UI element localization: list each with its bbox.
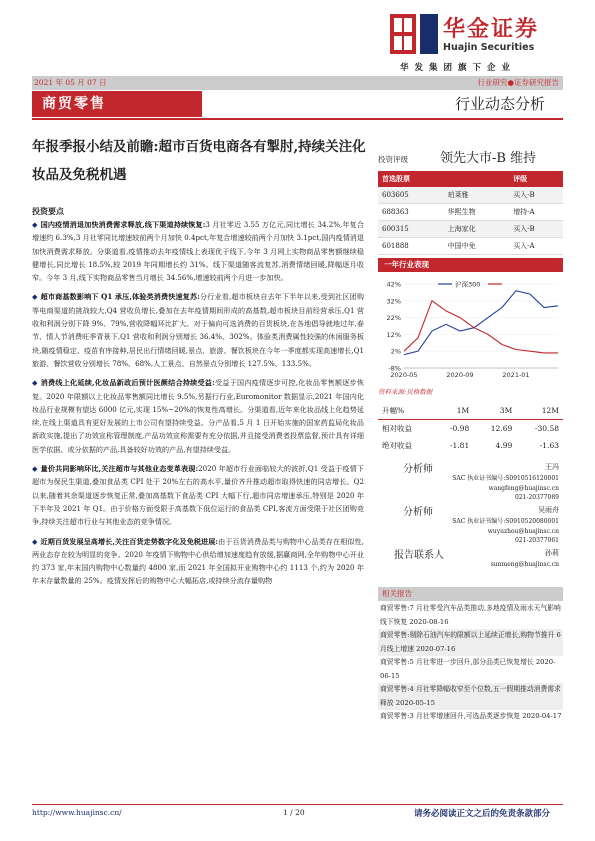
table-header-cell: 1M	[433, 402, 473, 420]
table-cell: 12.69	[490, 424, 513, 433]
key-point-paragraph	[32, 535, 364, 588]
brand-slogan: 华发集团旗下企业	[400, 63, 517, 73]
stock-rating: 增持-A	[509, 204, 563, 221]
table-header-cell: 12M	[516, 402, 563, 420]
table-header-cell: 3M	[473, 402, 516, 420]
bullet-icon: ◆	[32, 378, 38, 388]
analyst-email[interactable]: wangfeng@huajinsc.cn	[488, 484, 559, 492]
table-header-cell: 评级	[509, 171, 563, 187]
rating-value: 领先大市-B 维持	[440, 151, 537, 166]
related-reports-heading: 相关报告	[378, 587, 563, 601]
related-report-item[interactable]: 商贸零售:3 月社零增速回升,可选品类逐步恢复 2020-04-17	[380, 712, 562, 720]
footer-url[interactable]: http://www.huajinsc.cn/	[32, 808, 122, 817]
table-row	[378, 420, 563, 438]
y-tick-label: 32%	[386, 297, 401, 306]
key-point-lead: 国内疫情消退加快消费需求释放,线下渠道持续恢复:	[40, 220, 206, 229]
table-header-cell: 升幅%	[378, 402, 433, 420]
key-point-paragraph	[32, 290, 364, 370]
stock-rating: 买入-B	[509, 221, 563, 238]
analyst-contact	[452, 517, 559, 546]
report-category: 行业研究●证券研究报告	[477, 78, 559, 87]
table-row	[378, 437, 563, 454]
bullet-icon: ◆	[32, 464, 38, 474]
contact-info	[491, 560, 559, 570]
table-cell: -30.58	[534, 424, 559, 433]
legend-label: 沪深300	[455, 280, 481, 289]
analyst-email[interactable]: wuyuzhou@huajinsc.cn	[487, 527, 559, 535]
performance-table	[378, 402, 563, 454]
key-point-paragraph	[32, 462, 364, 528]
table-header-row	[378, 171, 563, 187]
key-point-lead: 消费线上化延续,化妆品新政后预计医颜结合持续受益:	[40, 378, 215, 388]
table-cell: -0.98	[449, 424, 470, 433]
key-point-text: 2020 年超市行业面临较大的波折,Q1 受益于疫情下超市为保民生渠道,叠加食品类 CPI 处于 20%左右的高水平,量价齐升推动超市取得快速的同店增长。Q2 以来,随着其余渠道逐步恢复正常,叠加高基数下食品类 CPI 大幅下行,超市同店增速承压,特别是 2020 年下半年及 2021 年 Q1。由于价格方面受限于高基数下低位运行的食品类 CPI,客流方面受限于社区团购竞争,持续关注超市行业与其他业态的竞争情况。	[32, 464, 364, 527]
table-row	[378, 204, 563, 221]
table-header-row	[378, 402, 563, 420]
key-point-text: 3 月社零近 3.55 万亿元,同比增长 34.2%,年复合增速约 6.3%,3 月社零同比增速较前两个月加快 0.4pct,年复合增速较前两个月加快 3.1pct,国内疫情消退加快消费需求释放。分渠道看,疫情推动去年疫情线上表现优于线下,今年 3 月网上实物商品零售额继续稳健增长,同比增长 18.5%,较 2019 年同期增长约 31%。线下渠道随客流复苏,消费情绪回暖,降幅逐月收窄。今年 3 月,线下实物商品零售当月增长 34.56%,增速较前两个月进一步加快。	[32, 220, 364, 283]
chart-title: 一年行业表现	[378, 258, 563, 272]
table-header-cell	[444, 171, 510, 187]
y-tick-label: 12%	[386, 330, 401, 339]
x-tick-label: 2020-09	[446, 371, 474, 379]
bullet-icon: ◆	[32, 292, 38, 302]
key-point-lead: 超市商基数影响下 Q1 承压,体验类消费快速复苏:	[40, 292, 200, 302]
key-points-heading: 投资要点	[32, 206, 64, 216]
stock-name: 华熙生物	[444, 204, 510, 221]
related-reports-list	[378, 602, 563, 724]
stock-name: 珀莱雅	[444, 187, 510, 204]
stock-rating: 买入-A	[509, 238, 563, 255]
bullet-icon: ◆	[32, 220, 38, 229]
analyst-name: 王冯	[545, 463, 559, 471]
header-bar	[32, 76, 563, 90]
stock-code: 601888	[378, 238, 444, 255]
analyst-cert: SAC 执业证书编号:S0910516120001	[452, 475, 559, 482]
footer-divider	[32, 804, 563, 805]
stock-name: 上海家化	[444, 221, 510, 238]
key-point-lead: 量价共同影响环比,关注超市与其他业态变革表现:	[40, 464, 199, 474]
analyst-name: 吴雨舟	[538, 506, 559, 514]
footer-disclaimer: 请务必阅读正文之后的免责条款部分	[414, 809, 551, 819]
analyst-role: 分析师	[403, 507, 433, 518]
analyst-cert: SAC 执业证书编号:S0910520080001	[452, 518, 559, 525]
x-tick-label: 2020-05	[390, 371, 418, 379]
stock-code: 603605	[378, 187, 444, 204]
row-label: 绝对收益	[382, 441, 412, 450]
report-type: 行业动态分析	[455, 95, 546, 113]
series-line-1	[404, 291, 558, 355]
key-point-paragraph	[32, 218, 364, 284]
key-point-text: 分行业看,超市板块自去年下半年以来,受到社区团购等电商渠道的挑战较大,Q4 营收负增长,叠加在去年疫情期间形成的高基数,超市板块目前经营承压,Q1 营收和利润分别下降 9%、79%,营收降幅环比扩大。对于偏向可选消费的百货板块,在各地倡导就地过年,春节、情人节消费旺季背景下,Q1 营收和利润分别增长 36.4%、302%。体验类消费属性较强的休闲服务板块,随疫情稳定、疫苗有序接种,居民出行情绪回暖,景点、旅游、餐饮板块在今年一季度都实现高速增长,Q1 旅游、餐饮营收分别增长 78%、68%,人工景点、自然景点分别增长 127.5%、133.5%。	[32, 292, 364, 368]
brand-name-cn: 华金证券	[443, 17, 540, 42]
y-tick-label: -8%	[388, 364, 401, 373]
stock-name: 中国中免	[444, 238, 510, 255]
table-row	[378, 238, 563, 255]
related-report-item[interactable]: 商贸零售:剔除石油汽车的限额以上延续正增长,购物节推升 6 月线上增速 2020-07-16	[378, 629, 563, 656]
table-cell: -1.81	[449, 441, 470, 450]
analyst-role: 分析师	[403, 464, 433, 475]
row-label: 相对收益	[382, 424, 412, 433]
y-tick-label: 42%	[386, 280, 401, 289]
chart-source: 资料来源:贝格数据	[378, 388, 433, 396]
contact-block	[378, 546, 563, 576]
x-tick-label: 2021-01	[502, 371, 530, 379]
analyst-phone: 021-20377089	[514, 494, 559, 501]
stock-rating: 买入-B	[509, 187, 563, 204]
page-number: 1 / 20	[283, 808, 305, 817]
table-cell: -1.63	[539, 441, 559, 450]
report-title: 年报季报小结及前瞻:超市百货电商各有掣肘,持续关注化妆品及免税机遇	[32, 139, 366, 183]
key-point-lead: 近期百货发展呈高增长,关注百货走势数字化及免税进展:	[40, 536, 219, 546]
sector-label: 商贸零售	[32, 91, 202, 117]
contact-role: 报告联系人	[394, 550, 444, 561]
contact-email[interactable]: sunmeng@huajinsc.cn	[490, 561, 559, 568]
key-points-body	[32, 218, 364, 594]
analyst-contact	[452, 474, 559, 503]
related-report-item[interactable]: 商贸零售:5 月社零进一步回升,部分品类已恢复增长 2020-06-15	[380, 658, 556, 680]
stock-code: 600315	[378, 221, 444, 238]
table-header-cell: 首选股票	[378, 171, 444, 187]
table-row	[378, 187, 563, 204]
key-point-paragraph	[32, 376, 364, 456]
key-point-text: 由于百货消费品类与购物中心品类存在相似性,两业态存在较为明显的竞争。2020 年疫情下购物中心供给增加速度趋有放缓,据赢商网,全年购物中心开业约 373 家,年末国内购物中心数量约 4800 家,而 2021 年全国拟开业购物中心约 1113 个,约为 2020 年年末存量数量的 25%。疫情发挥后的购物中心大幅拓店,或持续分流存量购物	[32, 536, 364, 586]
series-line-2	[404, 301, 558, 353]
preferred-stocks-table	[378, 171, 563, 255]
huajin-logo-icon	[390, 14, 438, 54]
related-report-item[interactable]: 商贸零售:7 月社零受汽车品类推动,多地疫情及雨水天气影响线下恢复 2020-08-16	[380, 604, 561, 626]
table-row	[378, 221, 563, 238]
industry-performance-chart	[378, 272, 563, 384]
y-tick-label: 22%	[386, 314, 401, 323]
stock-code: 688363	[378, 204, 444, 221]
analyst-phone: 021-20377061	[514, 537, 559, 544]
rating-label: 投资评级	[378, 155, 408, 164]
table-cell: 4.99	[495, 441, 513, 450]
y-tick-label: 2%	[390, 347, 401, 356]
related-report-item[interactable]: 商贸零售:4 月社零降幅收窄至个位数,五一假期推动消费需求释放 2020-05-15	[378, 683, 563, 710]
brand-name-en: Huajin Securities	[443, 42, 535, 53]
bullet-icon: ◆	[32, 536, 38, 546]
contact-name: 孙莉	[545, 549, 559, 557]
header-divider	[32, 118, 563, 120]
report-date: 2021 年 05 月 07 日	[34, 78, 107, 87]
key-point-text: 受益于国内疫情逐步可控,化妆品零售额逐步恢复。2020 年限额以上化妆品零售额同比增长 9.5%,另据行行业,Euromonitor 数据显示,2021 年国内化妆品行业规模有望达 6000 亿元,实现 15%~20%的恢复性高增长。分渠道看,近年来化妆品线上化趋势延续,在线上渠道具有更好发展的上市公司有望持续受益。分产品看,5 月 1 日开始实施的国家药监局化妆品新政实施,提出了功效宣称管理制度,产品功效宣称需要有充分依据,并且接受消费者投票监督,预计具有详细医学依据、或分依据的产品,具备较好功效的产品,有望持续受益。	[32, 378, 364, 454]
